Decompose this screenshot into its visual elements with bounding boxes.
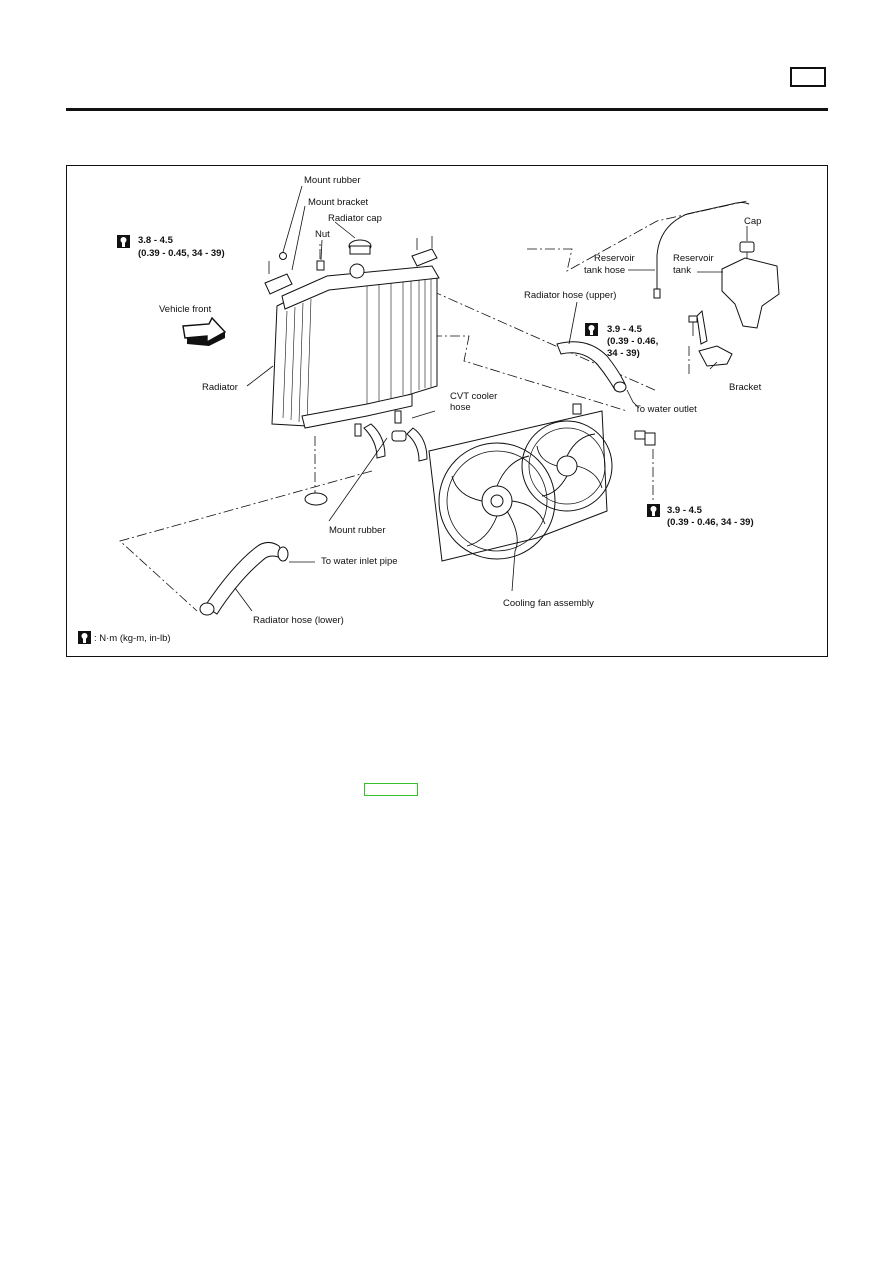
label-reservoir-tank-hose-2: tank hose: [584, 265, 626, 276]
torque-top-left-value: 3.8 - 4.5: [138, 235, 173, 246]
torque-upper-right-value: 3.9 - 4.5: [607, 324, 642, 335]
label-radiator-hose-upper: Radiator hose (upper): [524, 290, 617, 301]
label-cvt-cooler-hose-1: CVT cooler: [450, 391, 498, 402]
label-cvt-cooler-hose-2: hose: [450, 402, 471, 413]
label-reservoir-tank-1: Reservoir: [673, 253, 714, 264]
torque-lower-right-value: 3.9 - 4.5: [667, 505, 702, 516]
assembly-line-lower-hose: [120, 471, 372, 611]
label-mount-bracket: Mount bracket: [308, 197, 369, 208]
label-to-water-outlet: To water outlet: [635, 404, 697, 415]
label-vehicle-front: Vehicle front: [159, 304, 212, 315]
vehicle-front-arrow-icon: [183, 318, 225, 346]
assembly-line-reservoir: [527, 201, 747, 271]
label-radiator-cap: Radiator cap: [328, 213, 382, 224]
label-radiator: Radiator: [202, 382, 238, 393]
reservoir-tank-drawing: [654, 203, 779, 367]
figure-drawing: [67, 166, 829, 658]
label-mount-rubber-bottom: Mount rubber: [329, 525, 386, 536]
label-to-water-inlet-pipe: To water inlet pipe: [321, 556, 398, 567]
section-tab-box: [790, 67, 826, 87]
header-rule: [66, 108, 828, 111]
radiator-drawing: [272, 264, 439, 428]
label-cap: Cap: [744, 216, 762, 227]
radiator-hose-lower-drawing: [200, 542, 288, 615]
torque-upper-right-units-2: 34 - 39): [607, 348, 640, 359]
torque-lower-right-units: (0.39 - 0.46, 34 - 39): [667, 517, 754, 528]
label-reservoir-tank-2: tank: [673, 265, 691, 276]
label-mount-rubber-top: Mount rubber: [304, 175, 361, 186]
torque-top-left-units: (0.39 - 0.45, 34 - 39): [138, 248, 225, 259]
label-bracket: Bracket: [729, 382, 762, 393]
label-reservoir-tank-hose-1: Reservoir: [594, 253, 635, 264]
torque-wrench-icon: [78, 631, 91, 644]
torque-wrench-icon: [647, 504, 660, 517]
cvt-cooler-hose-drawing: [355, 411, 427, 461]
legend-units: : N·m (kg-m, in-lb): [94, 633, 171, 644]
torque-upper-right-units-1: (0.39 - 0.46,: [607, 336, 659, 347]
radiator-exploded-figure: [66, 165, 828, 657]
label-radiator-hose-lower: Radiator hose (lower): [253, 615, 344, 626]
mount-rubber-bottom-drawing: [305, 493, 327, 505]
label-nut: Nut: [315, 229, 330, 240]
torque-wrench-icon: [117, 235, 130, 248]
cooling-fan-assembly-drawing: [429, 404, 612, 561]
reference-link-box[interactable]: [364, 783, 418, 796]
label-cooling-fan-assembly: Cooling fan assembly: [503, 598, 594, 609]
torque-wrench-icon: [585, 323, 598, 336]
